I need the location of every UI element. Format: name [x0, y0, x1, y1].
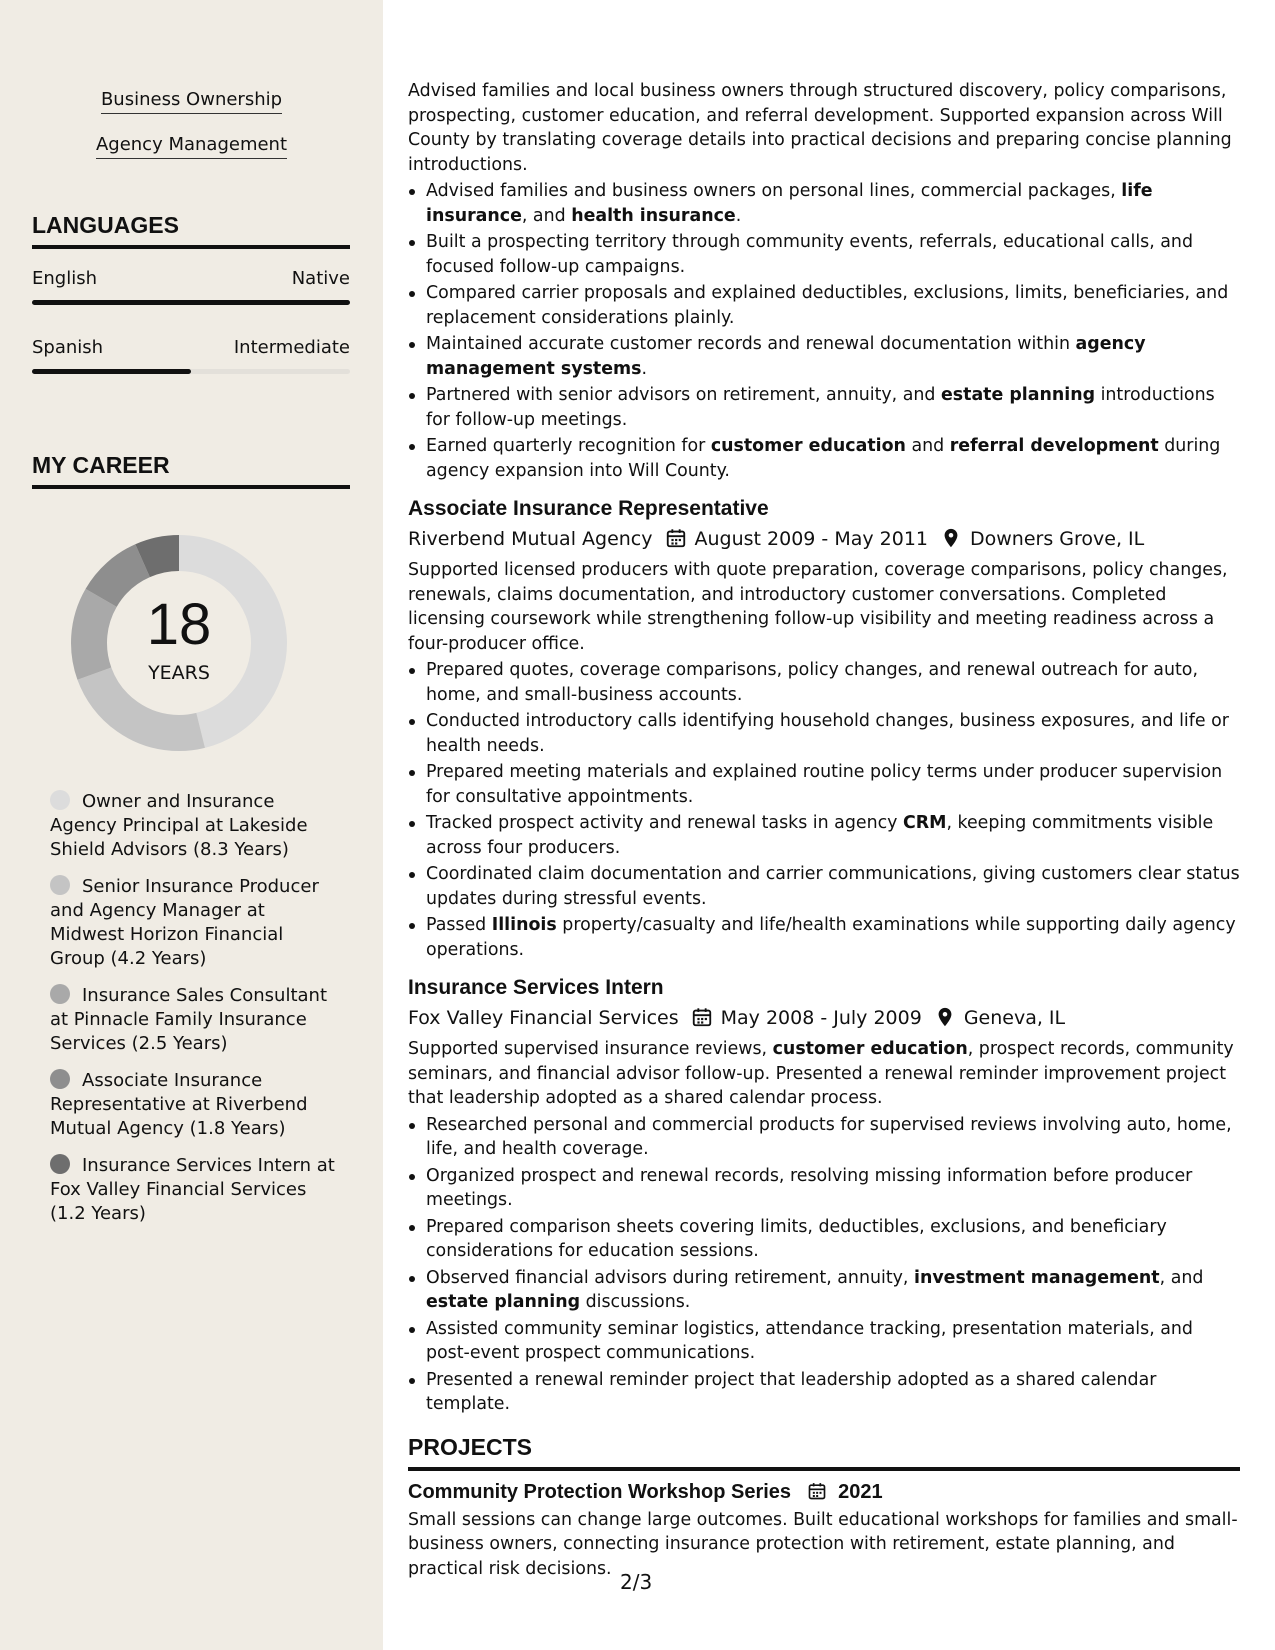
intro-bullet: Built a prospecting territory through community events, referrals, educational calls, and focused follow-up campaigns. — [426, 230, 1240, 279]
legend-dot-icon — [50, 984, 70, 1004]
project-title: Community Protection Workshop Series — [408, 1480, 792, 1503]
job-bullet: Tracked prospect activity and renewal tasks in agency CRM, keeping commitments visible across four producers. — [426, 811, 1240, 860]
language-name: Spanish — [32, 337, 104, 358]
job-title: Insurance Services Intern — [408, 976, 664, 999]
career-legend-label: Insurance Services Intern at Fox Valley Financial Services (1.2 Years) — [50, 1155, 335, 1224]
job-location: Downers Grove, IL — [970, 528, 1145, 550]
language-fill — [32, 369, 191, 374]
career-donut-chart — [64, 528, 294, 758]
page-indicator: 2/3 — [620, 1570, 653, 1594]
job-meta — [408, 1005, 1240, 1031]
company-name: Riverbend Mutual Agency — [408, 528, 653, 550]
intro-bullet: Partnered with senior advisors on retirement, annuity, and estate planning introductions for follow-up meetings. — [426, 383, 1240, 432]
intro-summary: Advised families and local business owners through structured discovery, policy comparisons, prospecting, customer education, and referral development. Supported expansion across Will County by translating coverage details into practical decisions and preparing concise planning introductions. — [408, 81, 1232, 175]
experience-entry — [408, 496, 1240, 962]
career-legend-item — [50, 790, 340, 862]
career-legend-item — [50, 984, 340, 1056]
language-level: Native — [291, 268, 350, 289]
career-legend-item — [50, 875, 340, 971]
experience-list — [408, 496, 1240, 1417]
skill-business-ownership: Business Ownership — [0, 89, 383, 111]
job-dates: August 2009 - May 2011 — [694, 528, 928, 550]
career-legend-label: Owner and Insurance Agency Principal at Lakeside Shield Advisors (8.3 Years) — [50, 791, 308, 860]
calendar-icon — [807, 1481, 827, 1501]
languages-heading: LANGUAGES — [32, 212, 350, 249]
career-total-years: 18 — [146, 592, 212, 657]
job-bullet: Prepared quotes, coverage comparisons, policy changes, and renewal outreach for auto, home, and small-business accounts. — [426, 658, 1240, 707]
project-description: Small sessions can change large outcomes. Built educational workshops for families and small-business owners, connecting insurance protection with retirement, estate planning, and practical risk decisions. — [408, 1509, 1238, 1579]
intro-bullet-list — [408, 179, 1240, 483]
job-bullet: Observed financial advisors during retirement, annuity, investment management, and estate planning discussions. — [426, 1266, 1240, 1315]
job-bullet-list — [408, 658, 1240, 962]
job-meta — [408, 526, 1240, 552]
language-bar-spanish — [32, 369, 350, 374]
legend-dot-icon — [50, 790, 70, 810]
language-fill — [32, 300, 350, 305]
career-legend-item — [50, 1154, 340, 1226]
legend-dot-icon — [50, 1154, 70, 1174]
project-title-row — [408, 1479, 1240, 1505]
language-name: English — [32, 268, 97, 289]
job-bullet: Presented a renewal reminder project that leadership adopted as a shared calendar template. — [426, 1368, 1240, 1417]
projects-heading: PROJECTS — [408, 1433, 1240, 1471]
job-bullet: Assisted community seminar logistics, attendance tracking, presentation materials, and post-event prospect communications. — [426, 1317, 1240, 1366]
career-legend — [50, 790, 340, 1239]
calendar-icon — [665, 527, 687, 549]
skill-agency-management: Agency Management — [0, 134, 383, 156]
job-summary: Supported supervised insurance reviews, customer education, prospect records, community seminars, and financial advisor follow-up. Presented a renewal reminder improvement project that leadership adopted as a shared calendar process. — [408, 1039, 1234, 1108]
job-bullet: Conducted introductory calls identifying household changes, business exposures, and life or health needs. — [426, 709, 1240, 758]
legend-dot-icon — [50, 875, 70, 895]
career-heading: MY CAREER — [32, 452, 350, 489]
project-year: 2021 — [838, 1480, 883, 1503]
language-level: Intermediate — [233, 337, 350, 358]
language-bar-english — [32, 300, 350, 305]
career-legend-label: Senior Insurance Producer and Agency Manager at Midwest Horizon Financial Group (4.2 Years) — [50, 876, 319, 969]
legend-dot-icon — [50, 1069, 70, 1089]
job-bullet: Researched personal and commercial products for supervised reviews involving auto, home, life, and health coverage. — [426, 1113, 1240, 1162]
career-legend-label: Insurance Sales Consultant at Pinnacle Family Insurance Services (2.5 Years) — [50, 985, 327, 1054]
job-title: Associate Insurance Representative — [408, 497, 769, 520]
job-location: Geneva, IL — [963, 1007, 1066, 1029]
job-bullet: Coordinated claim documentation and carrier communications, giving customers clear status updates during stressful events. — [426, 862, 1240, 911]
job-bullet: Prepared comparison sheets covering limits, deductibles, exclusions, and beneficiary considerations for education sessions. — [426, 1215, 1240, 1264]
calendar-icon — [691, 1006, 713, 1028]
intro-bullet: Earned quarterly recognition for customer education and referral development during agency expansion into Will County. — [426, 434, 1240, 483]
job-dates: May 2008 - July 2009 — [720, 1007, 922, 1029]
job-bullet: Passed Illinois property/casualty and life/health examinations while supporting daily agency operations. — [426, 913, 1240, 962]
company-name: Fox Valley Financial Services — [408, 1007, 679, 1029]
job-bullet: Organized prospect and renewal records, resolving missing information before producer meetings. — [426, 1164, 1240, 1213]
intro-bullet: Advised families and business owners on personal lines, commercial packages, life insurance, and health insurance. — [426, 179, 1240, 228]
main-content — [408, 79, 1240, 1581]
career-years-unit: YEARS — [148, 662, 210, 684]
career-legend-item — [50, 1069, 340, 1141]
job-bullet: Prepared meeting materials and explained routine policy terms under producer supervision for consultative appointments. — [426, 760, 1240, 809]
location-pin-icon — [940, 527, 962, 549]
location-pin-icon — [934, 1006, 956, 1028]
career-legend-label: Associate Insurance Representative at Riverbend Mutual Agency (1.8 Years) — [50, 1070, 308, 1139]
job-summary: Supported licensed producers with quote preparation, coverage comparisons, policy changes, renewals, claims documentation, and introductory customer conversations. Completed licensing coursework while strengthening follow-up visibility and meeting readiness across a four-producer office. — [408, 560, 1228, 654]
sidebar — [0, 0, 383, 1650]
intro-bullet: Maintained accurate customer records and renewal documentation within agency management systems. — [426, 332, 1240, 381]
experience-entry — [408, 975, 1240, 1417]
job-bullet-list — [408, 1113, 1240, 1417]
intro-bullet: Compared carrier proposals and explained deductibles, exclusions, limits, beneficiaries, and replacement considerations plainly. — [426, 281, 1240, 330]
